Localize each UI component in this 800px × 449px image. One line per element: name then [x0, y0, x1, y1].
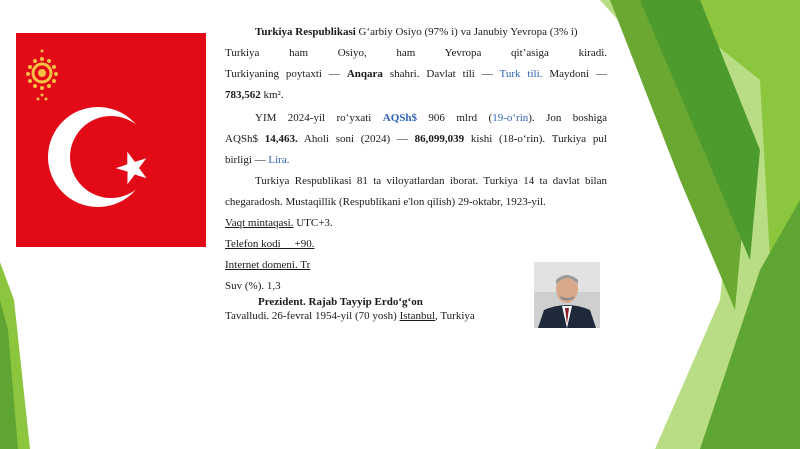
per-capita-currency: AQSh$ [225, 133, 265, 145]
currency-prefix: Turkiya pul [551, 133, 607, 145]
regions-text-2: chegaradosh. Mustaqillik (Respublikani e'lon qilish) 29-oktabr, 1923-yil. [225, 196, 546, 208]
birth-text: Tavalludi. 26-fevral 1954-yil (70 yosh) [225, 310, 400, 322]
capital-line [225, 64, 607, 85]
gdp-value: 906 mlrd ( [417, 112, 493, 124]
turkey-flag [16, 33, 206, 247]
country-info-text [225, 22, 607, 297]
water-label: Suv (%). [225, 280, 265, 292]
currency-line [225, 150, 607, 171]
timezone-link[interactable]: Vaqt mintaqasi. [225, 217, 294, 229]
intro-word-turkiya: Turkiya [225, 47, 260, 59]
language-prefix: Davlat tili — [426, 68, 500, 80]
internet-domain-link[interactable]: Internet domeni. Tr [225, 259, 311, 271]
phone-code-link[interactable]: Telefon kodi +90. [225, 238, 315, 250]
gdp-rank-link[interactable]: 19-o‘rin [492, 112, 529, 124]
area-unit: km². [260, 89, 284, 101]
intro-word-asia: ham Osiyo, [289, 47, 367, 59]
gdp-close: ). Jon boshiga [528, 112, 607, 124]
phone-line [225, 234, 607, 255]
population-label: Aholi soni (2024) — [297, 133, 415, 145]
currency-link[interactable]: Lira. [268, 154, 290, 166]
population-line [225, 129, 607, 150]
president-title: Prezident. Rajab Tayyip Erdo‘g‘on [258, 296, 423, 308]
intro-text: G‘arbiy Osiyo (97% i) va Janubiy Yevropa (3% i) [355, 26, 578, 38]
regions-text-1: Turkiya Respublikasi 81 ta viloyatlardan iborat. Turkiya 14 ta davlat bilan [255, 175, 607, 187]
per-capita-value: 14,463. [264, 133, 298, 145]
language-link[interactable]: Turk tili. [499, 68, 543, 80]
birth-city-link[interactable]: Istanbul [399, 310, 436, 322]
birth-country: , Turkiya [435, 310, 475, 322]
intro-word-europe: ham Yevropa qit’asiga [396, 47, 549, 59]
currency-prefix-2: birligi — [225, 154, 269, 166]
country-name: Turkiya Respublikasi [255, 26, 356, 38]
gdp-label: YIM 2024-yil ro‘yxati [255, 112, 372, 124]
gdp-currency-link[interactable]: AQSh$ [382, 112, 417, 124]
capital-prefix: Turkiyaning poytaxti — [225, 68, 347, 80]
capital-suffix: shahri. [382, 68, 420, 80]
portrait-image [534, 262, 600, 328]
intro-line-2 [225, 43, 607, 64]
president-birth [225, 310, 475, 322]
population-value: 86,099,039 [414, 133, 465, 145]
gdp-line [225, 108, 607, 129]
president-photo [534, 262, 600, 328]
water-value: 1,3 [266, 280, 281, 292]
regions-line-1 [225, 171, 607, 192]
crescent-star-emblem [16, 33, 206, 247]
intro-word-kiradi: kiradi. [578, 47, 608, 59]
population-suffix: kishi (18-o‘rin). [464, 133, 546, 145]
regions-line-2 [225, 192, 607, 213]
area-value: 783,562 [225, 89, 261, 101]
intro-paragraph [225, 22, 607, 43]
area-line [225, 85, 607, 106]
capital-name: Anqara [346, 68, 383, 80]
timezone-line [225, 213, 607, 234]
area-label: Maydoni — [549, 68, 608, 80]
timezone-value: UTC+3. [293, 217, 333, 229]
